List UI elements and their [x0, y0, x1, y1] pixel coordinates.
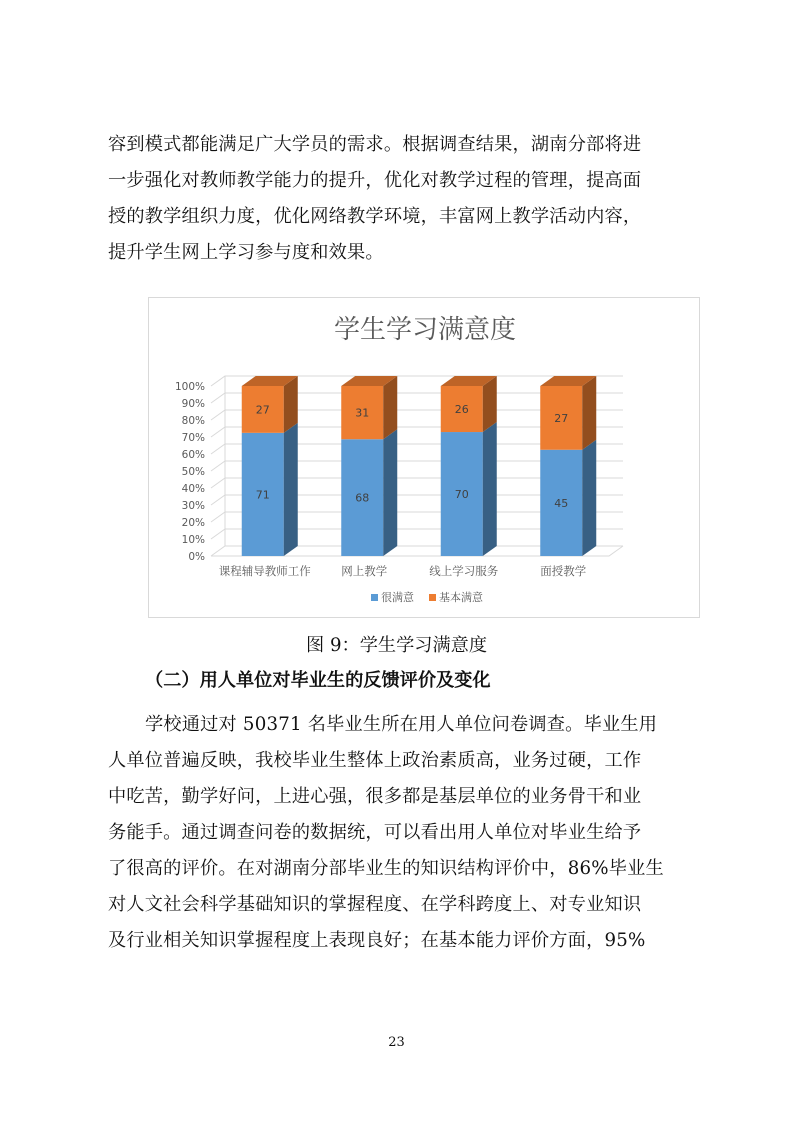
y-tick-label: 60%: [181, 449, 205, 461]
data-label: 27: [255, 403, 270, 417]
y-tick-label: 0%: [188, 551, 205, 563]
y-tick-label: 10%: [181, 534, 205, 546]
bar-side-face: [582, 440, 596, 556]
figure-caption: 图 9：学生学习满意度: [305, 635, 488, 656]
paragraph-line: 容到模式都能满足广大学员的需求。根据调查结果，湖南分部将进: [108, 134, 642, 155]
data-label: 45: [554, 496, 569, 510]
category-label: 课程辅导教师工作: [218, 564, 311, 578]
category-label: 网上教学: [341, 564, 388, 578]
bar-side-face: [284, 423, 298, 556]
chart-canvas: [149, 298, 701, 619]
legend-swatch: [371, 594, 378, 601]
data-label: 70: [454, 488, 469, 502]
legend-swatch: [429, 594, 436, 601]
bar-side-face: [582, 376, 596, 450]
y-tick-label: 20%: [181, 517, 205, 529]
paragraph-line: 及行业相关知识掌握程度上表现良好；在基本能力评价方面，95%: [108, 930, 646, 951]
paragraph-line: 授的教学组织力度，优化网络教学环境，丰富网上教学活动内容，: [108, 206, 642, 227]
y-tick-label: 80%: [181, 415, 205, 427]
bar-side-face: [284, 376, 298, 433]
category-label: 线上学习服务: [429, 564, 499, 578]
data-label: 27: [554, 411, 569, 425]
chart-title: 学生学习满意度: [333, 315, 517, 345]
intro-paragraph: [108, 127, 686, 271]
y-tick-label: 50%: [181, 466, 205, 478]
y-tick-label: 40%: [181, 483, 205, 495]
section-heading: （二）用人单位对毕业生的反馈评价及变化: [145, 670, 491, 691]
page-number: 23: [388, 1035, 405, 1050]
data-label: 68: [355, 491, 370, 505]
bar-side-face: [383, 376, 397, 439]
y-tick-label: 100%: [174, 381, 205, 393]
paragraph-line: 了很高的评价。在对湖南分部毕业生的知识结构评价中，86%毕业生: [108, 858, 664, 879]
paragraph-line: 一步强化对教师教学能力的提升，优化对教学过程的管理，提高面: [108, 170, 642, 191]
paragraph-line: 提升学生网上学习参与度和效果。: [108, 242, 384, 263]
paragraph-line: 学校通过对 50371 名毕业生所在用人单位问卷调查。毕业生用: [145, 714, 658, 735]
paragraph-line: 人单位普遍反映，我校毕业生整体上政治素质高，业务过硬，工作: [108, 750, 642, 771]
y-tick-label: 70%: [181, 432, 205, 444]
legend-label: 很满意: [381, 591, 414, 604]
paragraph-line: 对人文社会科学基础知识的掌握程度、在学科跨度上、对专业知识: [108, 894, 642, 915]
bar-side-face: [383, 429, 397, 556]
data-label: 71: [255, 488, 270, 502]
category-label: 面授教学: [540, 564, 587, 578]
data-label: 26: [454, 403, 469, 417]
y-tick-label: 30%: [181, 500, 205, 512]
legend-label: 基本满意: [439, 591, 483, 604]
data-label: 31: [355, 406, 370, 420]
y-tick-label: 90%: [181, 398, 205, 410]
paragraph-line: 务能手。通过调查问卷的数据统，可以看出用人单位对毕业生给予: [108, 822, 642, 843]
satisfaction-chart: [148, 297, 700, 618]
employer-feedback-paragraph: [108, 707, 686, 959]
paragraph-line: 中吃苦，勤学好问，上进心强，很多都是基层单位的业务骨干和业: [108, 786, 642, 807]
bar-side-face: [483, 422, 497, 556]
